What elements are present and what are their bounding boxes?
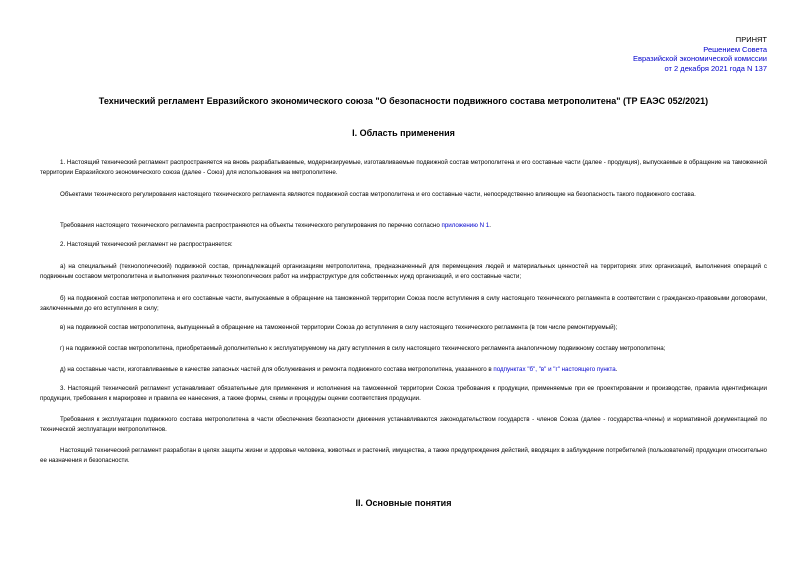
paragraph-5: а) на специальный (технологический) подвижной состав, принадлежащий организациям метрополитена, предназначенный для перемещения людей и материальных ценностей на территориях этих организаций, выполнения операций с подвижным составом метрополитена и выполнения различных технологических работ на инфраструктуре для собственных нужд организаций, и его составные части; (40, 263, 767, 280)
paragraph-3-end: . (489, 222, 491, 229)
accepted-label: ПРИНЯТ (735, 35, 767, 44)
commission-link[interactable]: Евразийской экономической комиссии (632, 54, 767, 64)
paragraph-2: Объектами технического регулирования настоящего технического регламента являются подвижной состав метрополитена и его составные части, непосредственно влияющие на безопасность такого подвижного состава. (60, 191, 696, 198)
paragraph-11: Требования к эксплуатации подвижного состава метрополитена в части обеспечения безопасности движения устанавливаются законодательством государств - членов Союза (далее - государства-члены) и нормативной документацией по технической эксплуатации метрополитенов. (40, 416, 767, 433)
decision-link[interactable]: Решением Совета (703, 44, 767, 54)
paragraph-3 (40, 221, 767, 231)
subclauses-link[interactable]: подпунктах "б", "в" и "г" настоящего пункта (493, 366, 616, 373)
paragraph-3-text: Требования настоящего технического регламента распространяются на объекты технического регулирования по перечню согласно (60, 222, 442, 229)
paragraph-7: в) на подвижной состав метрополитена, выпущенный в обращение на таможенной территории Союза до вступления в силу настоящего технического регламента (в том числе ремонтируемый); (60, 324, 618, 331)
paragraph-8: г) на подвижной состав метрополитена, приобретаемый дополнительно к эксплуатируемому на дату вступления в силу настоящего технического регламента аналогичному подвижному составу метрополитена; (60, 345, 666, 352)
date-link[interactable]: от 2 декабря 2021 года N 137 (664, 63, 767, 73)
paragraph-4: 2. Настоящий технический регламент не распространяется: (60, 241, 233, 248)
paragraph-9-text: д) на составные части, изготавливаемые в качестве запасных частей для обслуживания и ремонта подвижного состава метрополитена, указанного в (60, 366, 494, 373)
paragraph-6: б) на подвижной состав метрополитена и его составные части, выпускаемые в обращение на таможенной территории Союза после вступления в силу настоящего технического регламента в соответствии с гражданско-правовыми договорами, заключенными до его вступления в силу; (40, 295, 767, 312)
section-title-scope: I. Область применения (352, 128, 455, 138)
paragraph-1: 1. Настоящий технический регламент распространяется на вновь разрабатываемые, модернизируемые, изготавливаемые подвижной состав метрополитена и его составные части (далее - продукция), выпускаемые в обращение на таможенной территории Евразийского экономического союза (далее - Союз) для использования на метрополитене. (40, 159, 767, 176)
document-title: Технический регламент Евразийского экономического союза "О безопасности подвижного состава метрополитена" (ТР ЕАЭС 052/2021) (98, 96, 709, 106)
paragraph-9-end: . (615, 366, 618, 373)
section-title-definitions: II. Основные понятия (355, 498, 452, 508)
paragraph-10: 3. Настоящий технический регламент устанавливает обязательные для применения и исполнения на таможенной территории Союза требования к продукции, применяемые при ее проектировании и производстве, правила идентификации продукции, требования к маркировке и правила ее нанесения, а также формы, схемы и процедуры оценки соответствия продукции. (40, 385, 767, 402)
paragraph-9 (40, 365, 767, 375)
acceptance-block (633, 35, 767, 73)
appendix-1-link[interactable]: приложению N 1 (441, 222, 490, 229)
paragraph-12: Настоящий технический регламент разработан в целях защиты жизни и здоровья человека, животных и растений, имущества, а также предупреждения действий, вводящих в заблуждение потребителей (пользователей) продукции относительно ее назначения и безопасности. (40, 447, 767, 464)
